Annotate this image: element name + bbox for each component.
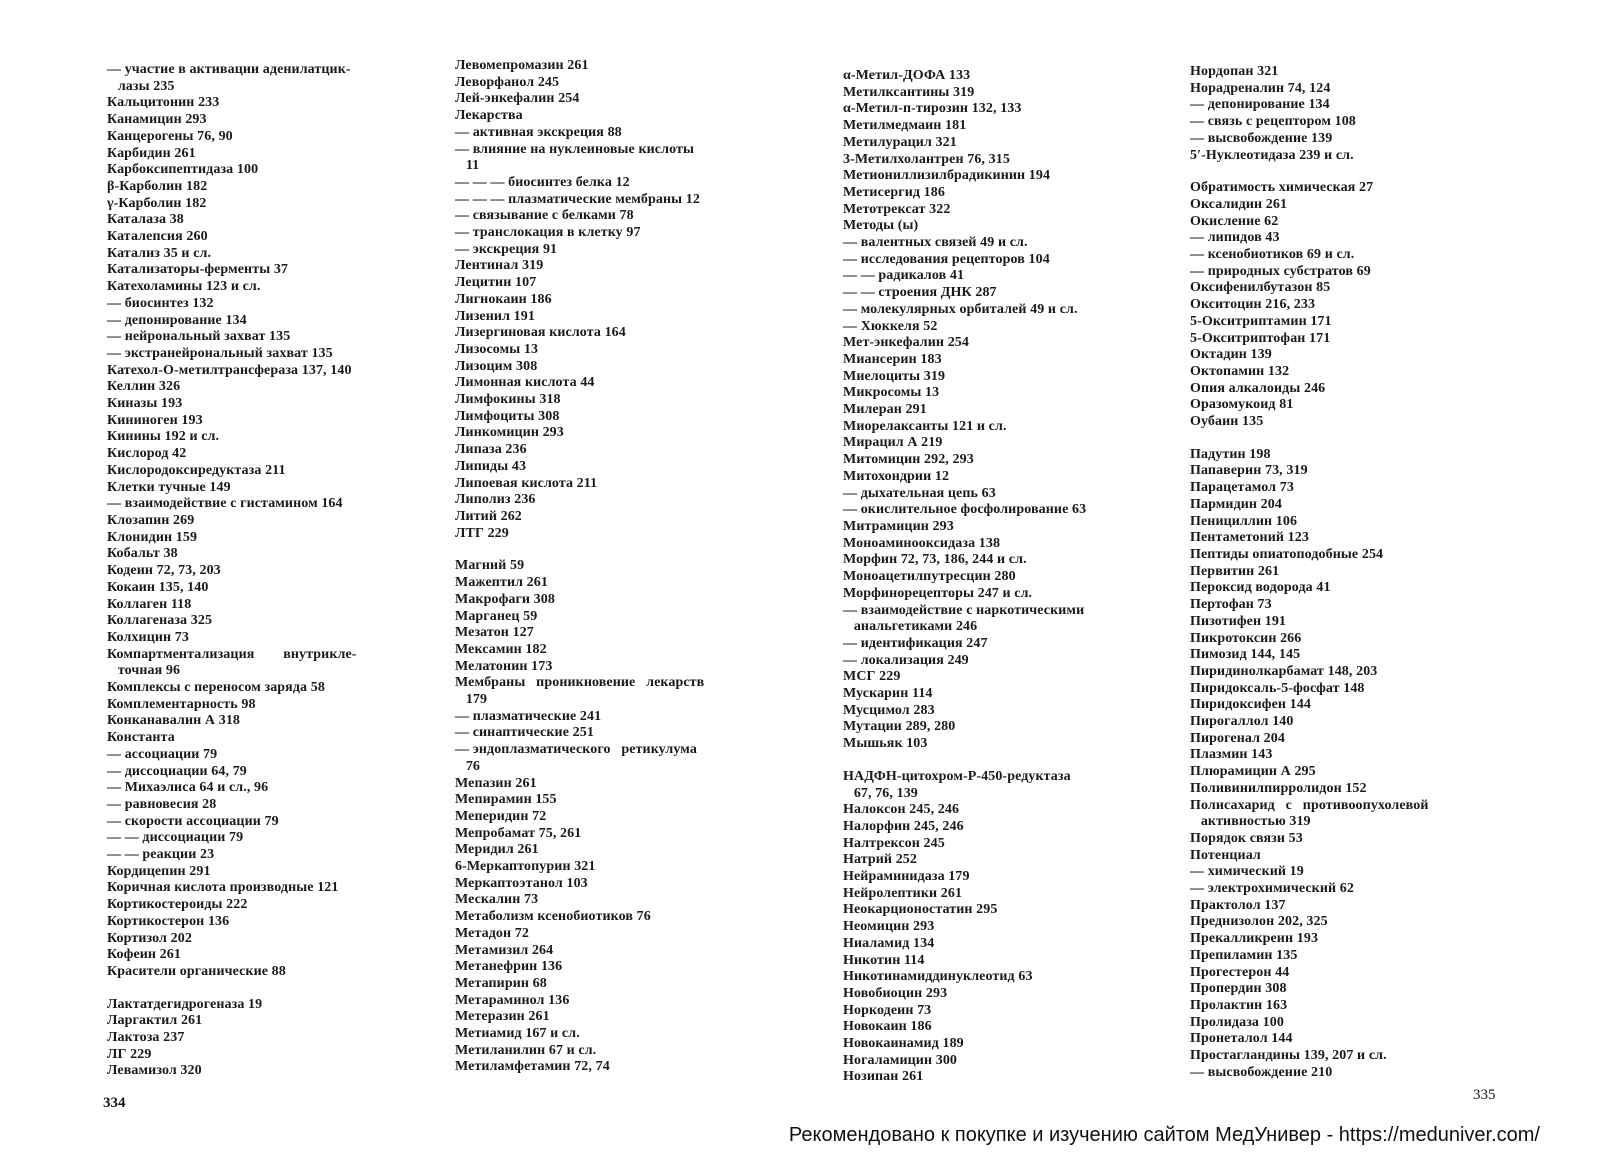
index-entry: Миелоциты 319 bbox=[843, 368, 946, 384]
index-entry: Налорфин 245, 246 bbox=[843, 818, 964, 834]
index-entry: Практолол 137 bbox=[1190, 897, 1286, 913]
index-entry: 3-Метилхолантрен 76, 315 bbox=[843, 151, 1010, 167]
index-entry: Моноацетилпутресцин 280 bbox=[843, 569, 1016, 585]
index-entry: Пролактин 163 bbox=[1190, 997, 1288, 1013]
index-entry: Мутации 289, 280 bbox=[843, 719, 956, 735]
index-entry: — молекулярных орбиталей 49 и сл. bbox=[843, 301, 1078, 317]
index-entry: Пикротоксин 266 bbox=[1190, 630, 1302, 646]
index-entry: 179 bbox=[455, 692, 488, 708]
index-entry: Морфин 72, 73, 186, 244 и сл. bbox=[843, 552, 1027, 568]
index-entry: Октадин 139 bbox=[1190, 347, 1272, 363]
index-entry: Новобиоцин 293 bbox=[843, 985, 948, 1001]
index-entry: Метотрексат 322 bbox=[843, 201, 951, 217]
index-entry: Катализ 35 и сл. bbox=[107, 245, 212, 261]
index-entry: Канцерогены 76, 90 bbox=[107, 128, 233, 144]
index-entry: Константа bbox=[107, 730, 175, 746]
index-entry: Мет-энкефалин 254 bbox=[843, 335, 969, 351]
letter-group-gap bbox=[1190, 431, 1500, 447]
index-entry: Пролидаза 100 bbox=[1190, 1014, 1284, 1030]
index-entry: Норкодеин 73 bbox=[843, 1002, 932, 1018]
index-entry: Метилмедмаин 181 bbox=[843, 118, 967, 134]
index-entry: 6-Меркаптопурин 321 bbox=[455, 859, 596, 875]
index-entry: — — радикалов 41 bbox=[843, 268, 965, 284]
index-entry: 5′-Нуклеотидаза 239 и сл. bbox=[1190, 147, 1354, 163]
index-entry: — исследования рецепторов 104 bbox=[843, 251, 1050, 267]
index-entry: α-Метил-ДОФА 133 bbox=[843, 68, 971, 83]
index-entry: Метисергид 186 bbox=[843, 184, 945, 200]
index-entry: Окситоцин 216, 233 bbox=[1190, 297, 1316, 313]
index-entry: — активная экскреция 88 bbox=[455, 124, 622, 140]
index-entry: Комплексы с переносом заряда 58 bbox=[107, 680, 325, 696]
index-entry: Лактатдегидрогеназа 19 bbox=[107, 996, 263, 1012]
index-entry: — экстранейрональный захват 135 bbox=[107, 345, 333, 361]
index-entry: Милеран 291 bbox=[843, 402, 927, 418]
index-entry: Преднизолон 202, 325 bbox=[1190, 914, 1328, 930]
index-entry: Мышьяк 103 bbox=[843, 736, 928, 752]
index-entry: — плазматические 241 bbox=[455, 708, 602, 724]
index-entry: Лигнокаин 186 bbox=[455, 291, 552, 307]
index-entry: Катехол-О-метилтрансфераза 137, 140 bbox=[107, 362, 352, 378]
index-entry: — депонирование 134 bbox=[1190, 97, 1330, 113]
index-entry: Кислород 42 bbox=[107, 446, 187, 462]
index-entry: γ-Карболин 182 bbox=[107, 195, 207, 211]
index-entry: — идентификация 247 bbox=[843, 635, 988, 651]
index-entry: — ассоциации 79 bbox=[107, 746, 218, 762]
index-entry: Мепирамин 155 bbox=[455, 792, 557, 808]
index-entry: Нейролептики 261 bbox=[843, 885, 963, 901]
index-entry: ЛГ 229 bbox=[107, 1046, 152, 1062]
index-entry: анальгетиками 246 bbox=[843, 619, 978, 635]
index-entry: Леворфанол 245 bbox=[455, 74, 560, 90]
index-entry: Красители органические 88 bbox=[107, 963, 286, 979]
index-entry: — электрохимический 62 bbox=[1190, 881, 1354, 897]
index-entry: Микросомы 13 bbox=[843, 385, 940, 401]
index-entry: Кобальт 38 bbox=[107, 546, 178, 562]
index-entry: Киназы 193 bbox=[107, 396, 183, 412]
index-entry: Папаверин 73, 319 bbox=[1190, 463, 1308, 479]
index-entry: Метапирин 68 bbox=[455, 975, 547, 991]
index-entry: Первитин 261 bbox=[1190, 563, 1280, 579]
index-entry: Лей-энкефалин 254 bbox=[455, 91, 580, 107]
index-entry: Оубаин 135 bbox=[1190, 414, 1264, 430]
index-entry: Коричная кислота производные 121 bbox=[107, 880, 339, 896]
index-entry: Магний 59 bbox=[455, 558, 525, 574]
index-entry: Нейраминидаза 179 bbox=[843, 869, 970, 885]
index-entry: Меридил 261 bbox=[455, 842, 539, 858]
index-entry: — диссоциации 64, 79 bbox=[107, 763, 247, 779]
index-entry: Лизенил 191 bbox=[455, 308, 535, 324]
index-entry: Келлин 326 bbox=[107, 379, 181, 395]
index-entry: Мусцимол 283 bbox=[843, 702, 935, 718]
index-entry: Пенициллин 106 bbox=[1190, 513, 1298, 529]
index-entry: Меперидин 72 bbox=[455, 808, 547, 824]
index-entry: Оразомукоид 81 bbox=[1190, 397, 1294, 413]
index-entry: Лизоцим 308 bbox=[455, 358, 538, 374]
index-entry: МСГ 229 bbox=[843, 669, 901, 685]
index-entry: активностью 319 bbox=[1190, 814, 1311, 830]
index-entry: — химический 19 bbox=[1190, 864, 1304, 880]
index-entry: — природных субстратов 69 bbox=[1190, 263, 1371, 279]
index-entry: Метиламфетамин 72, 74 bbox=[455, 1059, 610, 1075]
index-entry: — окислительное фосфолирование 63 bbox=[843, 502, 1087, 518]
index-entry: — нейрональный захват 135 bbox=[107, 329, 291, 345]
index-entry: Поливинилпирролидон 152 bbox=[1190, 780, 1367, 796]
index-entry: Кокаин 135, 140 bbox=[107, 579, 209, 595]
index-entry: — Хюккеля 52 bbox=[843, 318, 938, 334]
index-entry: Пиридоксаль-5-фосфат 148 bbox=[1190, 680, 1365, 696]
index-entry: Липиды 43 bbox=[455, 458, 527, 474]
index-entry: Катехоламины 123 и сл. bbox=[107, 279, 261, 295]
index-entry: Ларгактил 261 bbox=[107, 1013, 203, 1029]
index-entry: Метилксантины 319 bbox=[843, 84, 975, 100]
index-entry: — участие в активации аденилатцик- bbox=[107, 62, 351, 77]
index-entry: Неомицин 293 bbox=[843, 919, 935, 935]
index-entry: Канамицин 293 bbox=[107, 112, 207, 128]
index-entry: Марганец 59 bbox=[455, 608, 538, 624]
index-entry: Миансерин 183 bbox=[843, 351, 942, 367]
index-entry: Нордопан 321 bbox=[1190, 64, 1279, 79]
index-entry: Мембраны проникновение лекарств bbox=[455, 675, 705, 691]
index-entry: Лизергиновая кислота 164 bbox=[455, 325, 626, 341]
index-entry: — эндоплазматического ретикулума bbox=[455, 742, 697, 758]
index-entry: Кальцитонин 233 bbox=[107, 95, 220, 111]
index-entry: Новокаин 186 bbox=[843, 1019, 932, 1035]
index-entry: — — — плазматические мембраны 12 bbox=[455, 191, 700, 207]
index-entry: — дыхательная цепь 63 bbox=[843, 485, 996, 501]
index-entry: Пропердин 308 bbox=[1190, 981, 1287, 997]
index-entry: Натрий 252 bbox=[843, 852, 917, 868]
index-entry: Полисахарид с противоопухолевой bbox=[1190, 797, 1429, 813]
index-entry: Левамизол 320 bbox=[107, 1063, 202, 1079]
index-entry: — высвобождение 139 bbox=[1190, 130, 1333, 146]
index-entry: — высвобождение 210 bbox=[1190, 1064, 1333, 1080]
index-entry: Мирацил А 219 bbox=[843, 435, 943, 451]
index-entry: Новокаинамид 189 bbox=[843, 1036, 964, 1052]
index-entry: Пимозид 144, 145 bbox=[1190, 647, 1301, 663]
index-entry: Обратимость химическая 27 bbox=[1190, 180, 1374, 196]
index-entry: — — реакции 23 bbox=[107, 847, 215, 863]
index-entry: — экскреция 91 bbox=[455, 241, 558, 257]
index-entry: Коллагеназа 325 bbox=[107, 613, 213, 629]
index-entry: 5-Окситриптамин 171 bbox=[1190, 313, 1332, 329]
index-entry: Мескалин 73 bbox=[455, 892, 539, 908]
index-entry: Митрамицин 293 bbox=[843, 518, 954, 534]
index-entry: Пирогенал 204 bbox=[1190, 730, 1285, 746]
index-entry: Опия алкалоиды 246 bbox=[1190, 380, 1326, 396]
index-entry: β-Карболин 182 bbox=[107, 178, 208, 194]
index-entry: Пероксид водорода 41 bbox=[1190, 580, 1331, 596]
index-entry: — Михаэлиса 64 и сл., 96 bbox=[107, 780, 269, 796]
index-entry: Кофеин 261 bbox=[107, 947, 181, 963]
index-entry: Пертофан 73 bbox=[1190, 597, 1272, 613]
index-entry: Прекалликреин 193 bbox=[1190, 931, 1319, 947]
page-number-right: 335 bbox=[1473, 1087, 1496, 1103]
index-entry: Метилурацил 321 bbox=[843, 134, 957, 150]
index-entry: — скорости ассоциации 79 bbox=[107, 813, 279, 829]
index-entry: Митохондрии 12 bbox=[843, 468, 950, 484]
index-entry: Методы (ы) bbox=[843, 218, 919, 234]
index-entry: Простагландины 139, 207 и сл. bbox=[1190, 1048, 1387, 1064]
index-entry: — депонирование 134 bbox=[107, 312, 247, 328]
index-entry: Пирогаллол 140 bbox=[1190, 714, 1294, 730]
index-entry: Пиридинолкарбамат 148, 203 bbox=[1190, 663, 1378, 679]
index-entry: 67, 76, 139 bbox=[843, 785, 918, 801]
index-entry: точная 96 bbox=[107, 663, 181, 679]
index-entry: ЛТГ 229 bbox=[455, 525, 509, 541]
index-entry: Ногаламицин 300 bbox=[843, 1052, 958, 1068]
index-entry: Лимфоциты 308 bbox=[455, 408, 560, 424]
index-entry: Миорелаксанты 121 и сл. bbox=[843, 418, 1007, 434]
index-entry: Метиамид 167 и сл. bbox=[455, 1026, 580, 1042]
index-column-3 bbox=[843, 68, 1148, 1086]
index-entry: Карбидин 261 bbox=[107, 145, 196, 161]
index-entry: Метиониллизилбрадикинин 194 bbox=[843, 168, 1051, 184]
index-entry: Каталаза 38 bbox=[107, 212, 184, 228]
index-entry: Липоевая кислота 211 bbox=[455, 475, 598, 491]
index-entry: Прогестерон 44 bbox=[1190, 964, 1290, 980]
index-entry: Меркаптоэтанол 103 bbox=[455, 875, 588, 891]
index-entry: Никотин 114 bbox=[843, 952, 925, 968]
index-entry: Лентинал 319 bbox=[455, 258, 544, 274]
index-entry: Клетки тучные 149 bbox=[107, 479, 231, 495]
index-entry: Кислородоксиредуктаза 211 bbox=[107, 462, 286, 478]
index-entry: Пизотифен 191 bbox=[1190, 613, 1287, 629]
index-entry: Лекарства bbox=[455, 108, 523, 124]
index-column-4 bbox=[1190, 64, 1500, 1081]
index-entry: Комплементарность 98 bbox=[107, 696, 256, 712]
index-entry: — равновесия 28 bbox=[107, 796, 217, 812]
index-entry: — связывание с белками 78 bbox=[455, 208, 634, 224]
index-entry: Мускарин 114 bbox=[843, 686, 933, 702]
index-entry: Никотинамиддинуклеотид 63 bbox=[843, 969, 1033, 985]
footer-recommendation: Рекомендовано к покупке и изучению сайтом МедУнивер - https://meduniver.com/ bbox=[788, 1124, 1540, 1146]
index-entry: — — строения ДНК 287 bbox=[843, 285, 997, 301]
index-entry: Пиридоксифен 144 bbox=[1190, 697, 1311, 713]
index-entry: 11 bbox=[455, 158, 480, 174]
index-column-2 bbox=[455, 58, 760, 1076]
index-entry: Липолиз 236 bbox=[455, 492, 536, 508]
index-entry: Колхицин 73 bbox=[107, 629, 189, 645]
index-entry: — — диссоциации 79 bbox=[107, 830, 244, 846]
index-entry: Порядок связи 53 bbox=[1190, 830, 1303, 846]
index-entry: Моноаминооксидаза 138 bbox=[843, 535, 1001, 551]
index-entry: Кодеин 72, 73, 203 bbox=[107, 563, 221, 579]
index-entry: Налоксон 245, 246 bbox=[843, 802, 960, 818]
index-entry: Конканавалин А 318 bbox=[107, 713, 241, 729]
index-entry: Пентаметоний 123 bbox=[1190, 530, 1309, 546]
index-entry: Нозипан 261 bbox=[843, 1069, 924, 1085]
index-entry: Плазмин 143 bbox=[1190, 747, 1273, 763]
index-entry: — локализация 249 bbox=[843, 652, 969, 668]
index-entry: Октопамин 132 bbox=[1190, 363, 1290, 379]
index-entry: Метамизил 264 bbox=[455, 942, 554, 958]
index-entry: Макрофаги 308 bbox=[455, 591, 555, 607]
index-entry: Линкомицин 293 bbox=[455, 425, 564, 441]
index-entry: Мажептил 261 bbox=[455, 575, 548, 591]
index-entry: Мепазин 261 bbox=[455, 775, 537, 791]
page-number-left: 334 bbox=[103, 1095, 126, 1111]
index-entry: Кордицепин 291 bbox=[107, 863, 211, 879]
index-entry: Лизосомы 13 bbox=[455, 341, 539, 357]
index-entry: α-Метил-п-тирозин 132, 133 bbox=[843, 101, 1022, 117]
letter-group-gap bbox=[455, 542, 760, 558]
index-entry: Кортикостерон 136 bbox=[107, 913, 230, 929]
index-entry: Окисление 62 bbox=[1190, 213, 1279, 229]
index-entry: Лимфокины 318 bbox=[455, 392, 561, 408]
index-entry: НАДФН-цитохром-Р-450-редуктаза bbox=[843, 768, 1071, 784]
index-entry: Мепробамат 75, 261 bbox=[455, 825, 582, 841]
index-entry: Левомепромазин 261 bbox=[455, 58, 589, 73]
index-entry: Норадреналин 74, 124 bbox=[1190, 80, 1331, 96]
index-entry: лазы 235 bbox=[107, 78, 175, 94]
index-entry: Парацетамол 73 bbox=[1190, 480, 1294, 496]
index-entry: Мелатонин 173 bbox=[455, 658, 553, 674]
index-entry: Морфинорецепторы 247 и сл. bbox=[843, 585, 1033, 601]
index-entry: Кортикостероиды 222 bbox=[107, 897, 248, 913]
index-entry: — валентных связей 49 и сл. bbox=[843, 235, 1028, 251]
index-entry: Коллаген 118 bbox=[107, 596, 192, 612]
index-entry: Пептиды опиатоподобные 254 bbox=[1190, 546, 1384, 562]
index-entry: Налтрексон 245 bbox=[843, 835, 945, 851]
index-entry: Литий 262 bbox=[455, 508, 522, 524]
index-entry: — влияние на нуклеиновые кислоты bbox=[455, 141, 694, 157]
index-entry: Метаболизм ксенобиотиков 76 bbox=[455, 909, 651, 925]
index-entry: Оксифенилбутазон 85 bbox=[1190, 280, 1331, 296]
index-entry: Мезатон 127 bbox=[455, 625, 534, 641]
index-entry: Кинины 192 и сл. bbox=[107, 429, 220, 445]
index-entry: Лимонная кислота 44 bbox=[455, 375, 595, 391]
letter-group-gap bbox=[1190, 164, 1500, 180]
index-entry: — связь с рецептором 108 bbox=[1190, 114, 1356, 130]
index-entry: — биосинтез 132 bbox=[107, 295, 214, 311]
index-entry: Липаза 236 bbox=[455, 442, 527, 458]
index-entry: — взаимодействие с гистамином 164 bbox=[107, 496, 343, 512]
index-column-1 bbox=[107, 62, 407, 1080]
index-entry: Каталепсия 260 bbox=[107, 229, 208, 245]
index-entry: Лецитин 107 bbox=[455, 275, 537, 291]
index-entry: Клозапин 269 bbox=[107, 512, 195, 528]
index-entry: Плюрамицин А 295 bbox=[1190, 764, 1316, 780]
index-entry: Клонидин 159 bbox=[107, 529, 198, 545]
index-entry: Кининоген 193 bbox=[107, 412, 203, 428]
index-entry: Пармидин 204 bbox=[1190, 496, 1282, 512]
index-entry: Препиламин 135 bbox=[1190, 947, 1298, 963]
index-entry: Оксалидин 261 bbox=[1190, 196, 1288, 212]
index-entry: Метиланилин 67 и сл. bbox=[455, 1042, 597, 1058]
index-entry: Неокарционостатин 295 bbox=[843, 902, 998, 918]
index-entry: — ксенобиотиков 69 и сл. bbox=[1190, 247, 1355, 263]
index-entry: Метараминол 136 bbox=[455, 992, 570, 1008]
index-entry: Падутин 198 bbox=[1190, 446, 1271, 462]
index-entry: Лактоза 237 bbox=[107, 1030, 185, 1046]
index-entry: Мексамин 182 bbox=[455, 641, 547, 657]
index-entry: Метеразин 261 bbox=[455, 1009, 550, 1025]
index-entry: — взаимодействие с наркотическими bbox=[843, 602, 1085, 618]
index-entry: Ниаламид 134 bbox=[843, 935, 935, 951]
index-entry: Метанефрин 136 bbox=[455, 959, 563, 975]
index-entry: Метадон 72 bbox=[455, 925, 529, 941]
index-entry: 5-Окситриптофан 171 bbox=[1190, 330, 1331, 346]
letter-group-gap bbox=[843, 753, 1148, 769]
index-entry: Митомицин 292, 293 bbox=[843, 452, 974, 468]
index-entry: — липидов 43 bbox=[1190, 230, 1280, 246]
index-entry: Катализаторы-ферменты 37 bbox=[107, 262, 289, 278]
index-entry: — — — биосинтез белка 12 bbox=[455, 174, 630, 190]
index-entry: — транслокация в клетку 97 bbox=[455, 225, 641, 241]
index-entry: Пронеталол 144 bbox=[1190, 1031, 1293, 1047]
index-entry: Кортизол 202 bbox=[107, 930, 192, 946]
index-entry: Компартментализация внутрикле- bbox=[107, 646, 357, 662]
index-entry: 76 bbox=[455, 758, 481, 774]
index-entry: — синаптические 251 bbox=[455, 725, 594, 741]
index-entry: Карбоксипептидаза 100 bbox=[107, 162, 259, 178]
index-entry: Потенциал bbox=[1190, 847, 1261, 863]
letter-group-gap bbox=[107, 981, 407, 997]
